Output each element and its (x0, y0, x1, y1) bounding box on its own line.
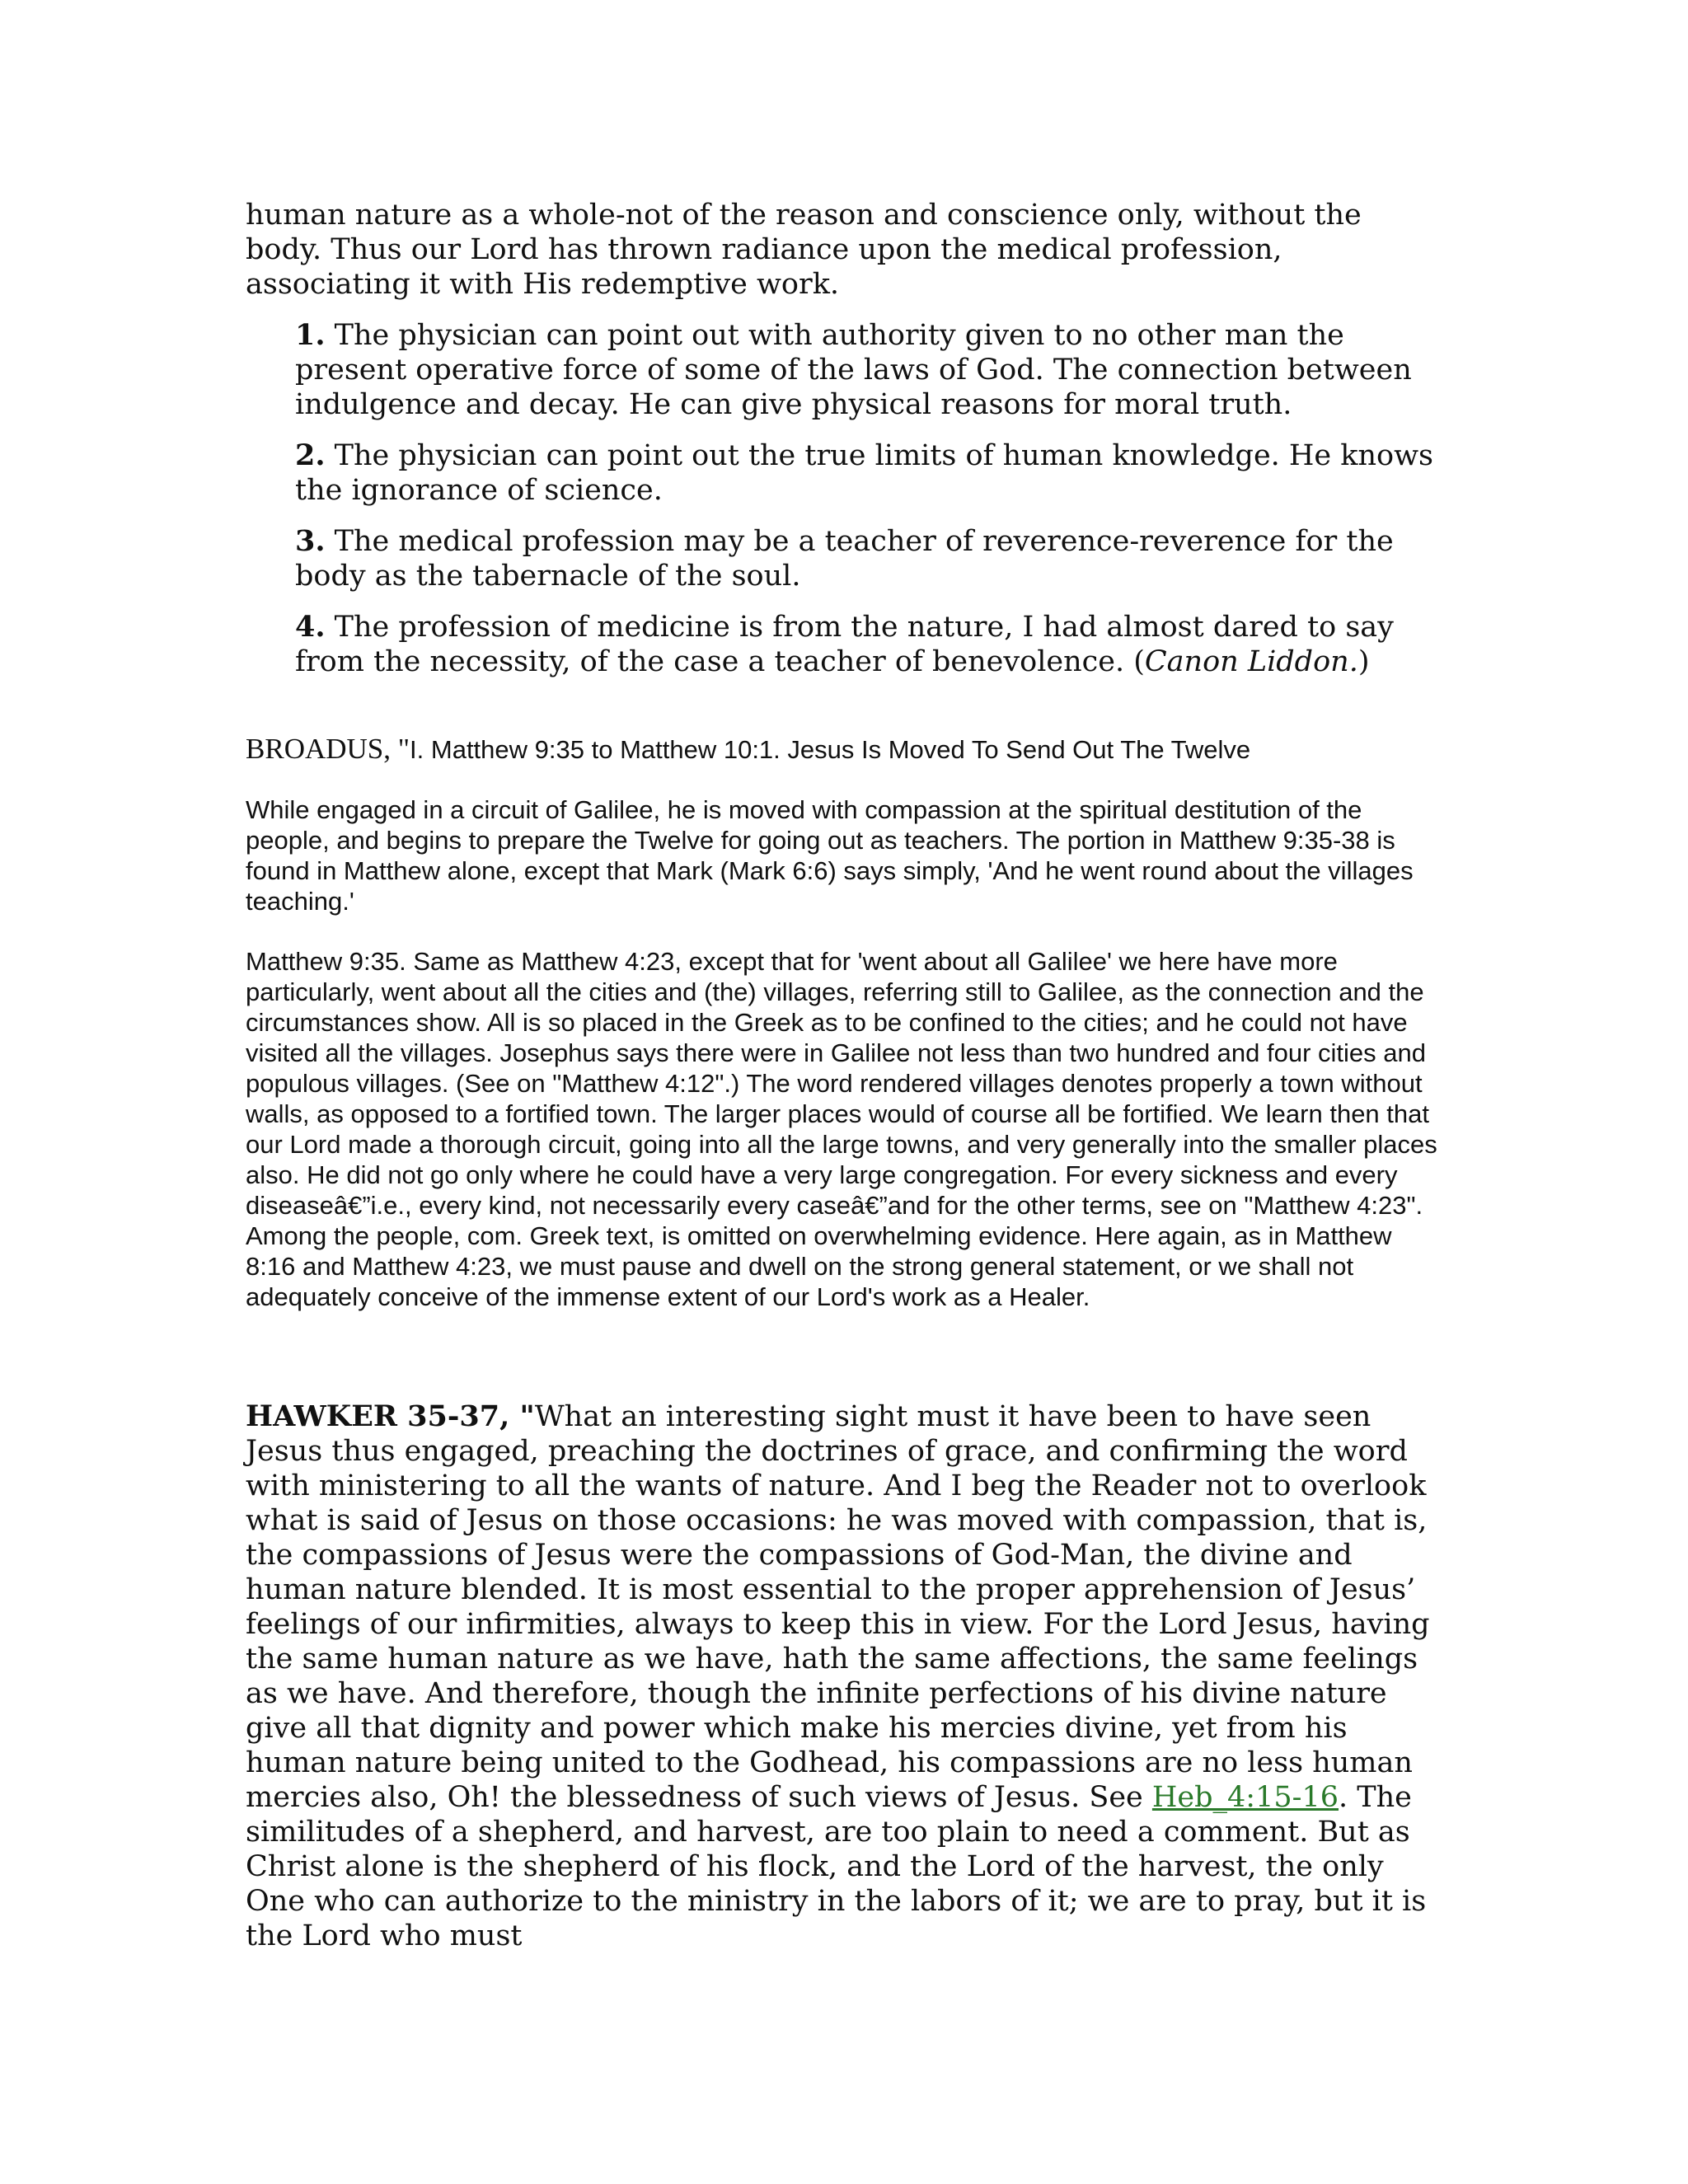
list-text: The medical profession may be a teacher of reverence-reverence for the body as the tabernacle of the soul. (295, 525, 1394, 593)
list-number: 2. (295, 438, 326, 472)
list-text: The physician can point out the true limits of human knowledge. He knows the ignorance of science. (295, 439, 1434, 507)
hawker-label: HAWKER 35-37, " (246, 1399, 535, 1433)
broadus-heading (246, 733, 1441, 765)
list-text-end: ) (1357, 645, 1370, 678)
list-number: 1. (295, 318, 326, 352)
broadus-paragraph-2: Matthew 9:35. Same as Matthew 4:23, except that for 'went about all Galilee' we here have more particularly, went about all the cities and (the) villages, referring still to Galilee, as the connection and the circumstances show. All is so placed in the Greek as to be confined to the cities; and he could not have visited all the villages. Josephus says there were in Galilee not less than two hundred and four cities and populous villages. (See on "Matthew 4:12".) The word rendered villages denotes properly a town without walls, as opposed to a fortified town. The larger places would of course all be fortified. We learn then that our Lord made a thorough circuit, going into all the large towns, and very generally into the smaller places also. He did not go only where he could have a very large congregation. For every sickness and every diseaseâ€”i.e., every kind, not necessarily every caseâ€”and for the other terms, see on "Matthew 4:23". Among the people, com. Greek text, is omitted on overwhelming evidence. Here again, as in Matthew 8:16 and Matthew 4:23, we must pause and dwell on the strong general statement, or we shall not adequately conceive of the immense extent of our Lord's work as a Healer. (246, 947, 1437, 1311)
list-number: 4. (295, 610, 326, 644)
list-item (295, 524, 1441, 593)
broadus-paragraph-1: While engaged in a circuit of Galilee, he is moved with compassion at the spiritual destitution of the people, and begins to prepare the Twelve for going out as teachers. The portion in Matthew 9:35-38 is found in Matthew alone, except that Mark (Mark 6:6) says simply, 'And he went round about the villages teaching.' (246, 795, 1414, 916)
broadus-heading-text: I. Matthew 9:35 to Matthew 10:1. Jesus Is Moved To Send Out The Twelve (410, 735, 1251, 764)
hawker-text: What an interesting sight must it have been to have seen Jesus thus engaged, preaching the doctrines of grace, and confirming the word with ministering to all the wants of nature. And I beg the Reader not to overlook what is said of Jesus on those occasions: he was moved with compassion, that is, the compassions of Jesus were the compassions of God-Man, the divine and human nature blended. It is most essential to the proper apprehension of Jesus’ feelings of our infirmities, always to keep this in view. For the Lord Jesus, having the same human nature as we have, hath the same affections, the same feelings as we have. And therefore, though the infinite perfections of his divine nature give all that dignity and power which make his mercies divine, yet from his human nature being united to the Godhead, his compassions are no less human mercies also, Oh! the blessedness of such views of Jesus. See (246, 1400, 1430, 1814)
list-item (295, 318, 1441, 422)
scripture-link[interactable]: Heb_4:15-16 (1151, 1781, 1339, 1814)
list-number: 3. (295, 524, 326, 558)
citation: Canon Liddon. (1144, 645, 1358, 678)
hawker-text-end: . The similitudes of a shepherd, and harvest, are too plain to need a comment. But as Christ alone is the shepherd of his flock, and the Lord of the harvest, the only One who can authorize to the ministry in the labors of it; we are to pray, but it is the Lord who must (246, 1781, 1427, 1952)
broadus-label: BROADUS, " (246, 733, 410, 765)
numbered-list (295, 318, 1441, 679)
list-item (295, 438, 1441, 508)
list-text: The profession of medicine is from the nature, I had almost dared to say from the necessity, of the case a teacher of benevolence. ( (295, 611, 1394, 678)
list-item (295, 610, 1441, 679)
intro-paragraph: human nature as a whole-not of the reason and conscience only, without the body. Thus our Lord has thrown radiance upon the medical profession, associating it with His redemptive work. (246, 199, 1362, 301)
document-page (246, 198, 1441, 1953)
hawker-paragraph (246, 1399, 1441, 1953)
list-text: The physician can point out with authority given to no other man the present operative force of some of the laws of God. The connection between indulgence and decay. He can give physical reasons for moral truth. (295, 319, 1412, 421)
